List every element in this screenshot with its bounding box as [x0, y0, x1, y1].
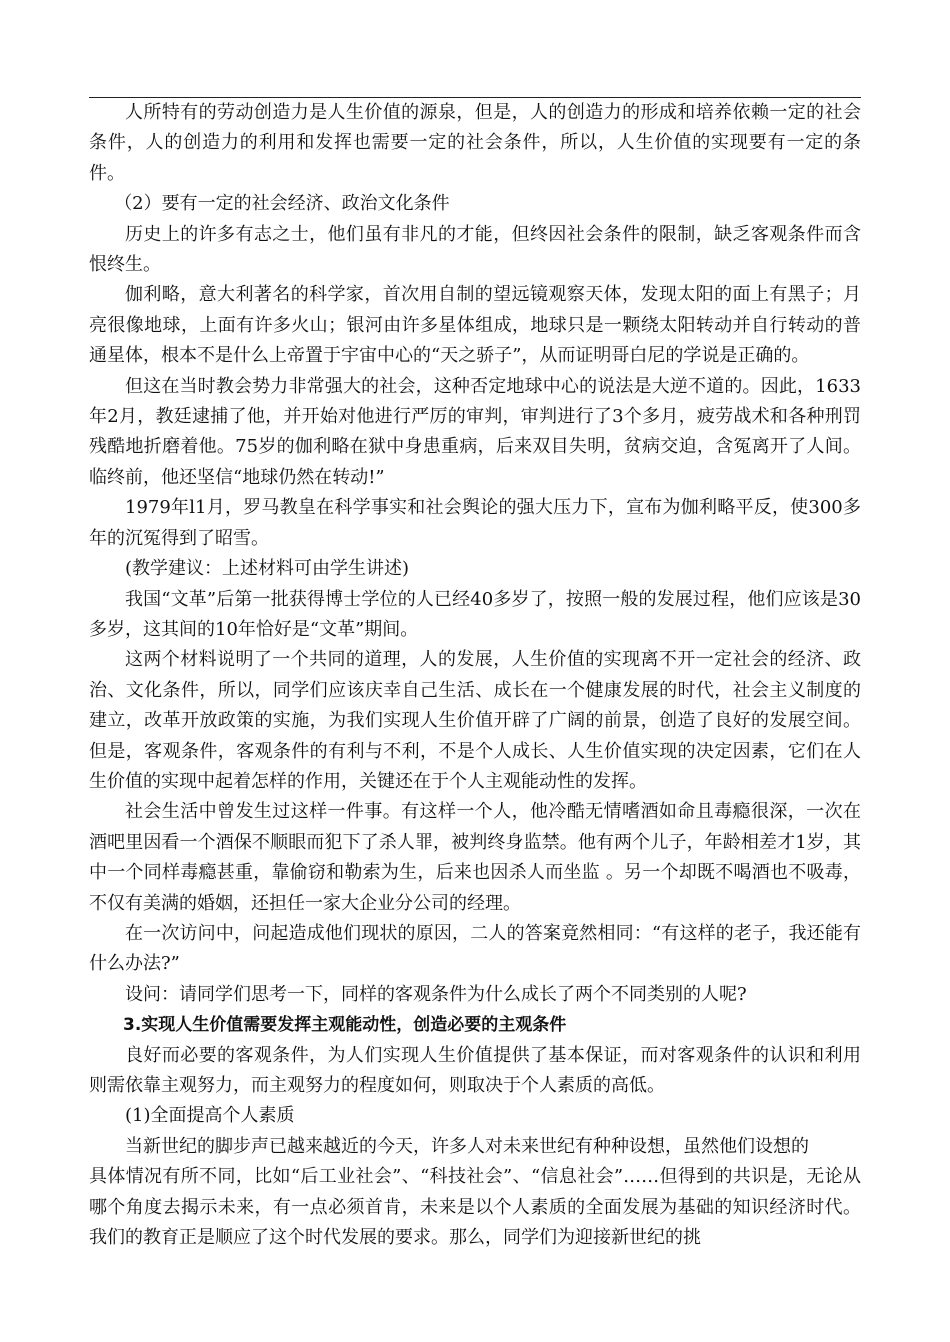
paragraph: 社会生活中曾发生过这样一件事。有这样一个人，他冷酷无情嗜酒如命且毒瘾很深，一次在酒吧里因看一个酒保不顺眼而犯下了杀人罪，被判终身监禁。他有两个儿子，年龄相差才1岁，其中一个同样毒瘾甚重，靠偷窃和勒索为生，后来也因杀人而坐监 。另一个却既不喝酒也不吸毒，不仅有美满的婚姻，还担任一家大企业分公司的经理。	[89, 801, 861, 914]
paragraph: 但这在当时教会势力非常强大的社会，这种否定地球中心的说法是大逆不道的。因此，1633年2月，教廷逮捕了他，并开始对他进行严厉的审判，审判进行了3个多月，疲劳战术和各种刑罚残酷地折磨着他。75岁的伽利略在狱中身患重病，后来双目失明，贫病交迫，含冤离开了人间。临终前，他还坚信“地球仍然在转动!”	[89, 375, 861, 488]
paragraph: 我国“文革”后第一批获得博士学位的人已经40多岁了，按照一般的发展过程，他们应该是30多岁，这其间的10年恰好是“文革”期间。	[89, 588, 861, 640]
teaching-note: (教学建议：上述材料可由学生讲述)	[125, 558, 410, 580]
paragraph: 伽利略，意大利著名的科学家，首次用自制的望远镜观察天体，发现太阳的面上有黑子；月亮很像地球，上面有许多火山；银河由许多星体组成，地球只是一颗绕太阳转动并自行转动的普通星体，根本不是什么上帝置于宇宙中心的“天之骄子”，从而证明哥白尼的学说是正确的。	[89, 284, 861, 367]
subsection-title: (1)全面提高个人素质	[125, 1105, 295, 1127]
paragraph: 人所特有的劳动创造力是人生价值的源泉，但是，人的创造力的形成和培养依赖一定的社会条件，人的创造力的利用和发挥也需要一定的社会条件，所以，人生价值的实现要有一定的条件。	[89, 102, 861, 184]
paragraph: 当新世纪的脚步声已越来越近的今天，许多人对未来世纪有种种设想，虽然他们设想的	[125, 1135, 809, 1157]
section-heading: 3.实现人生价值需要发挥主观能动性，创造必要的主观条件	[123, 1015, 567, 1036]
paragraph: 这两个材料说明了一个共同的道理，人的发展，人生价值的实现离不开一定社会的经济、政治、文化条件，所以，同学们应该庆幸自己生活、成长在一个健康发展的时代，社会主义制度的建立，改革开放政策的实施，为我们实现人生价值开辟了广阔的前景，创造了良好的发展空间。但是，客观条件，客观条件的有利与不利，不是个人成长、人生价值实现的决定因素，它们在人生价值的实现中起着怎样的作用，关键还在于个人主观能动性的发挥。	[89, 649, 861, 792]
paragraph: 在一次访问中，问起造成他们现状的原因，二人的答案竟然相同：“有这样的老子，我还能有什么办法?”	[89, 922, 861, 975]
document-body	[89, 98, 861, 1253]
subsection-title: （2）要有一定的社会经济、政治文化条件	[114, 193, 450, 215]
question: 设问：请同学们思考一下，同样的客观条件为什么成长了两个不同类别的人呢?	[125, 983, 747, 1005]
paragraph-continued: 具体情况有所不同，比如“后工业社会”、“科技社会”、“信息社会”……但得到的共识是，无论从哪个角度去揭示未来，有一点必须首肯，未来是以个人素质的全面发展为基础的知识经济时代。我们的教育正是顺应了这个时代发展的要求。那么，同学们为迎接新世纪的挑	[89, 1166, 861, 1249]
paragraph: 历史上的许多有志之士，他们虽有非凡的才能，但终因社会条件的限制，缺乏客观条件而含恨终生。	[89, 223, 861, 276]
paragraph: 良好而必要的客观条件，为人们实现人生价值提供了基本保证，而对客观条件的认识和利用则需依靠主观努力，而主观努力的程度如何，则取决于个人素质的高低。	[89, 1044, 861, 1096]
paragraph: 1979年l1月，罗马教皇在科学事实和社会舆论的强大压力下，宣布为伽利略平反，使300多年的沉冤得到了昭雪。	[89, 497, 861, 549]
